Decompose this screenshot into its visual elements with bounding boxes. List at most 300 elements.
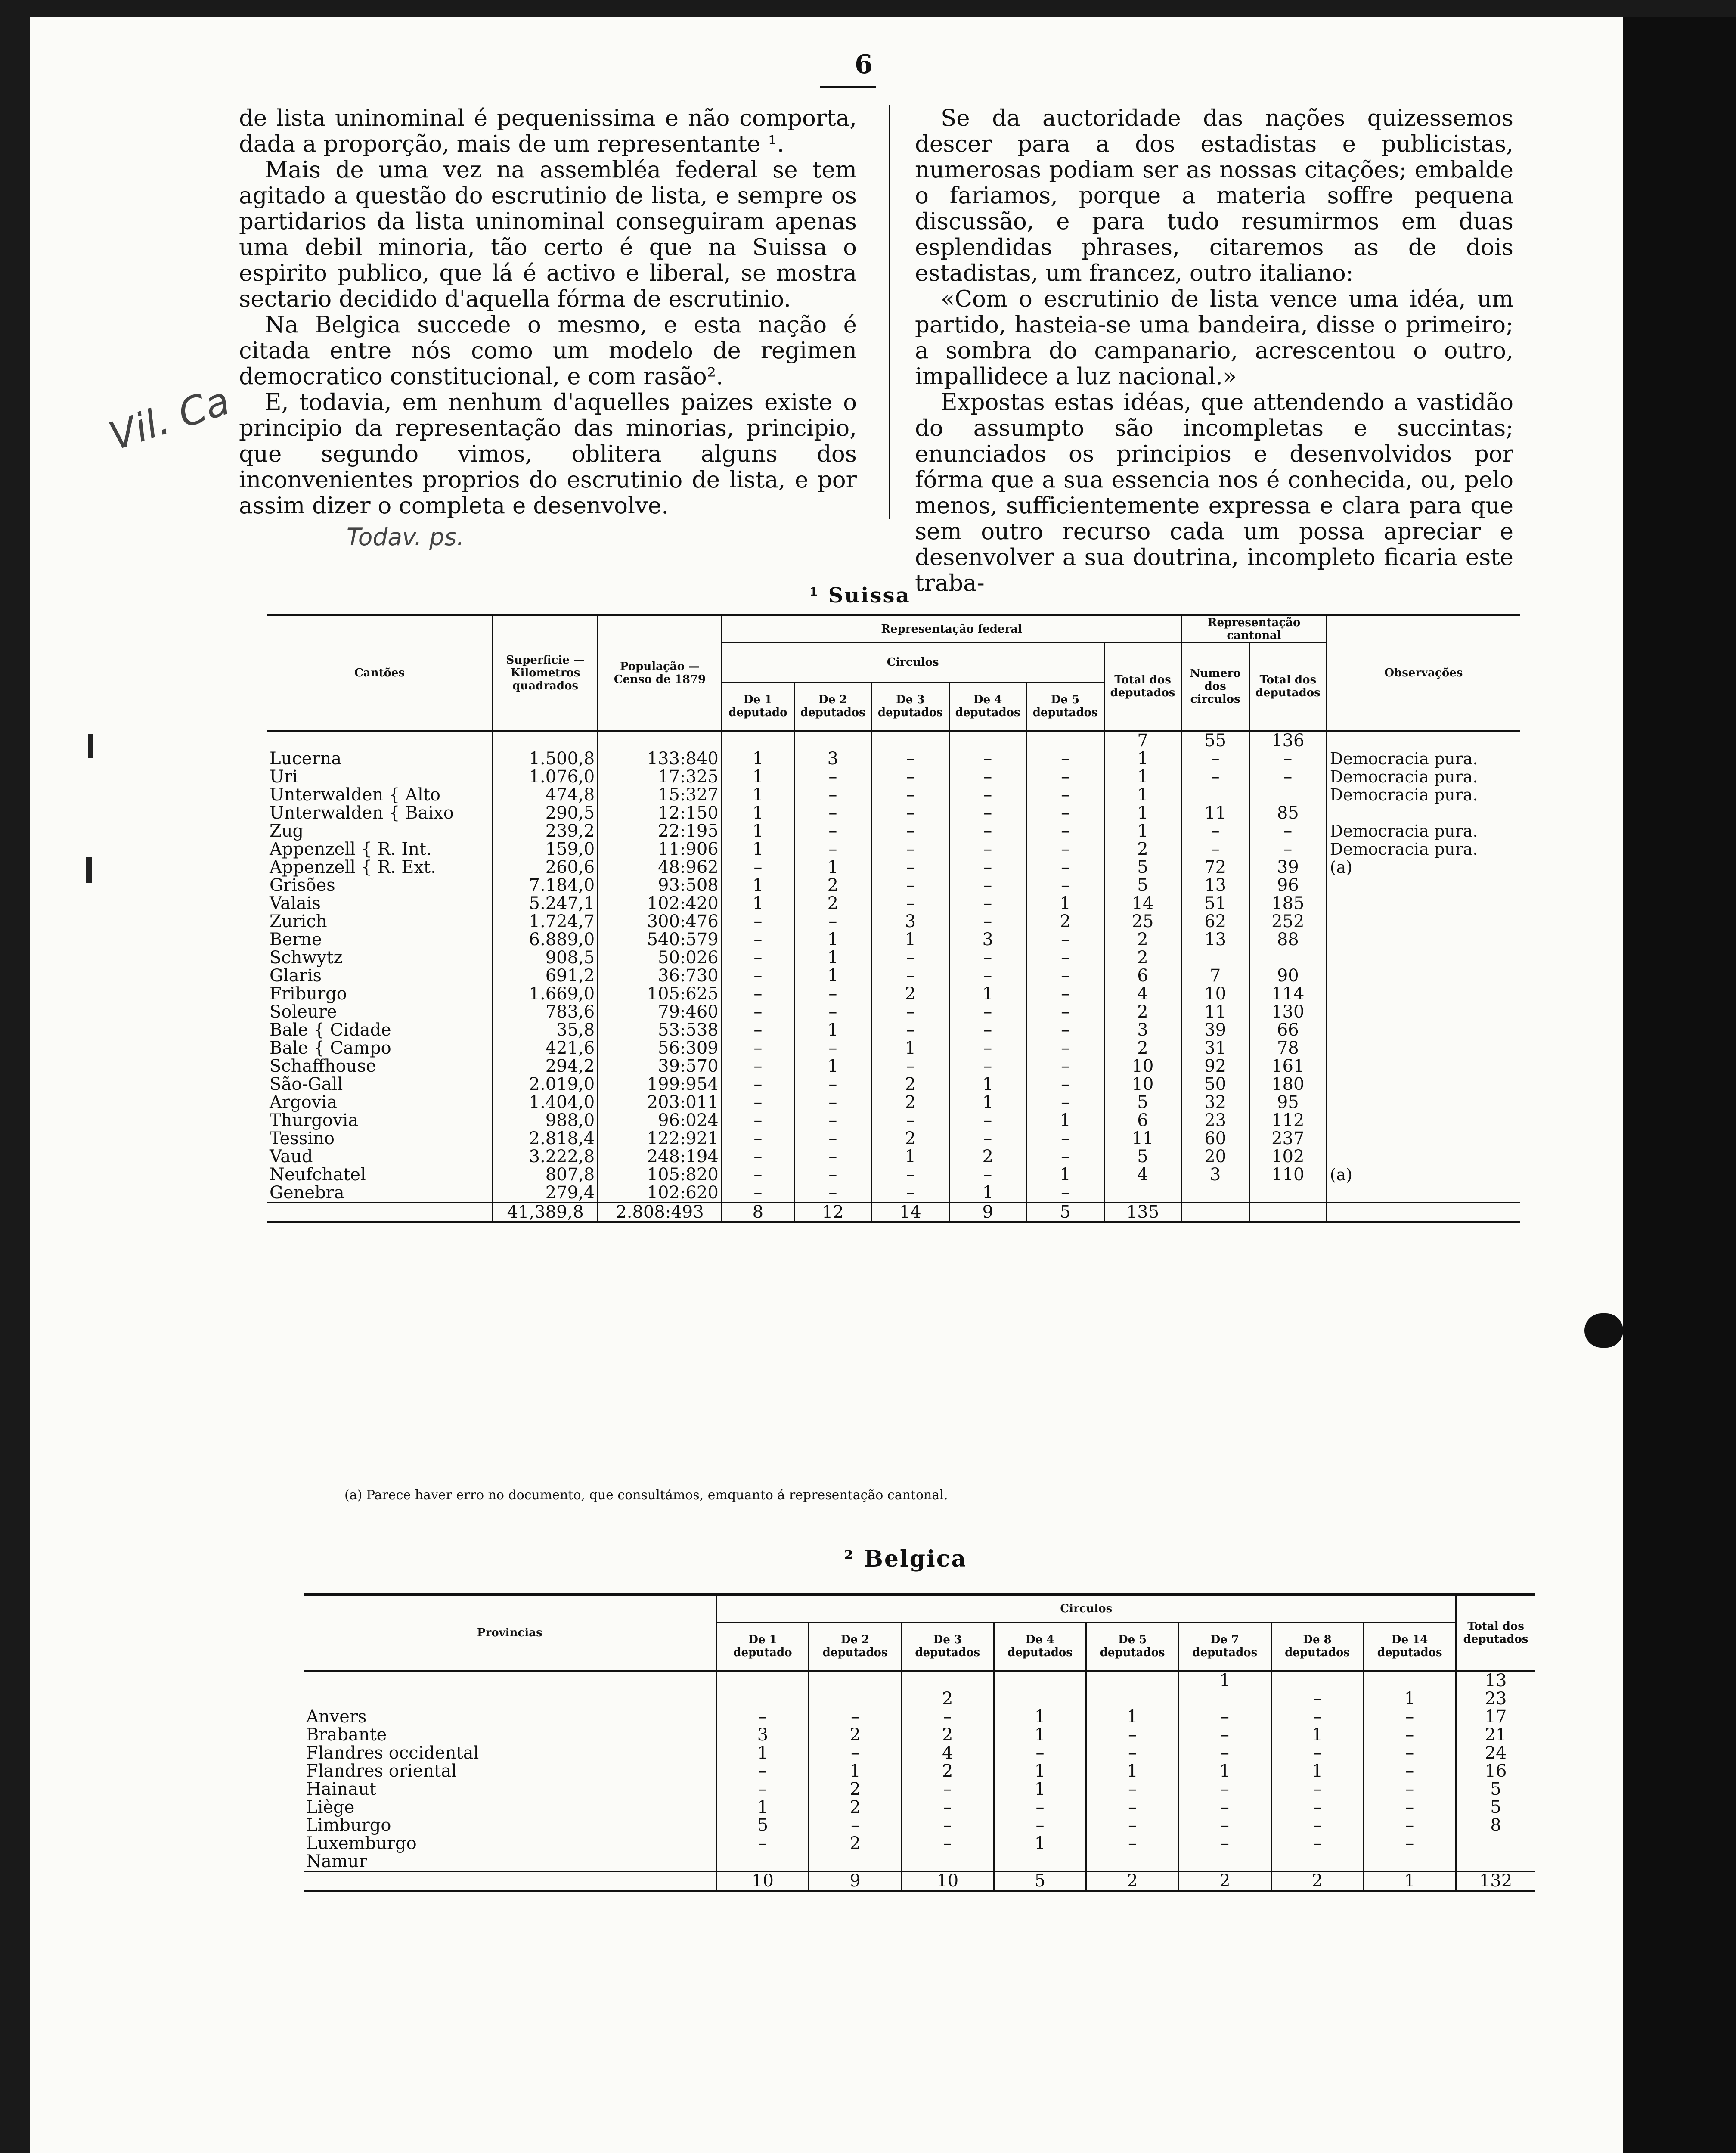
paragraph: Expostas estas idéas, que attendendo a vastidão do assumpto são incompletas e succintas; enunciados os principios e desenvolvidos por fórma que a sua essencia nos é conhecida, ou, pelo menos, sufficientemente expressa e clara para que sem outro recurso cada um possa apreciar e desenvolver a sua doutrina, incompleto ficaria este traba-: [915, 389, 1513, 596]
paragraph: E, todavia, em nenhum d'aquelles paizes existe o principio da representação das minorias, principio, que segundo vimos, oblitera alguns dos inconvenientes proprios do escrutinio de lista, e por assim dizer o completa e desenvolve.: [239, 389, 857, 519]
populacao-cell: 96:024: [598, 1111, 722, 1129]
circulo-d2-cell: –: [794, 1003, 871, 1021]
page-number: 6: [855, 50, 873, 80]
total-deputados-cell: 2: [1104, 1039, 1181, 1057]
table-row: [304, 1816, 1535, 1834]
total-cantonal-cell: 90: [1249, 967, 1327, 985]
belgica-title: ² Belgica: [844, 1546, 967, 1572]
belgica-table: [304, 1593, 1535, 1892]
total-deputados-cell: 1: [1104, 768, 1181, 786]
table-row: [304, 1762, 1535, 1780]
populacao-cell: 56:309: [598, 1039, 722, 1057]
canton-name: Glaris: [270, 966, 322, 986]
total-cell: 9: [949, 1203, 1026, 1222]
total-cantonal-cell: 237: [1249, 1129, 1327, 1148]
circulo-d1-cell: –: [722, 949, 794, 967]
circulo-d4-cell: –: [949, 949, 1026, 967]
circulo-d1-cell: –: [722, 1039, 794, 1057]
observacao-cell: [1327, 967, 1520, 985]
superficie-cell: 290,5: [493, 804, 598, 822]
total-deputados-cell: 14: [1104, 894, 1181, 912]
circulo-d2-cell: –: [794, 1093, 871, 1111]
numero-circulos-cell: 20: [1181, 1148, 1249, 1166]
circulo-c3-cell: –: [901, 1798, 994, 1816]
canton-name: Tessino: [270, 1129, 335, 1148]
header-circulos: Circulos: [716, 1595, 1456, 1622]
circulo-c1-cell: 3: [716, 1726, 809, 1744]
table-row: [304, 1834, 1535, 1852]
numero-circulos-cell: –: [1181, 768, 1249, 786]
circulo-d3-cell: –: [871, 1057, 949, 1075]
superficie-cell: 1.076,0: [493, 768, 598, 786]
canton-name: Berne: [270, 930, 322, 949]
provincia-name: [304, 1671, 716, 1690]
circulo-d3-cell: 1: [871, 931, 949, 949]
circulo-c3-cell: –: [901, 1780, 994, 1798]
circulo-d4-cell: –: [949, 967, 1026, 985]
total-cantonal-cell: –: [1249, 750, 1327, 768]
total-deputados-cell: 2: [1104, 1003, 1181, 1021]
circulo-d2-cell: 3: [794, 750, 871, 768]
table-row: [267, 1129, 1520, 1148]
populacao-cell: [598, 731, 722, 750]
circulo-d5-cell: –: [1026, 876, 1104, 894]
total-cantonal-cell: 39: [1249, 858, 1327, 876]
numero-circulos-cell: 60: [1181, 1129, 1249, 1148]
superficie-cell: 5.247,1: [493, 894, 598, 912]
superficie-cell: 3.222,8: [493, 1148, 598, 1166]
canton-name: Friburgo: [270, 984, 347, 1004]
circulo-d3-cell: –: [871, 894, 949, 912]
circulo-d3-cell: –: [871, 1166, 949, 1184]
canton-name: Uri: [270, 767, 298, 787]
table-row: [267, 1093, 1520, 1111]
circulo-c4-cell: 1: [994, 1780, 1086, 1798]
numero-circulos-cell: 51: [1181, 894, 1249, 912]
total-deputados-cell: 2: [1104, 840, 1181, 858]
circulo-c1-cell: 5: [716, 1816, 809, 1834]
circulo-c4-cell: 1: [994, 1834, 1086, 1852]
circulo-c8-cell: [1271, 1852, 1364, 1871]
circulo-d5-cell: –: [1026, 949, 1104, 967]
numero-circulos-cell: 55: [1181, 731, 1249, 750]
circulo-d1-cell: 1: [722, 804, 794, 822]
circulo-c5-cell: –: [1086, 1834, 1179, 1852]
numero-circulos-cell: –: [1181, 822, 1249, 840]
circulo-d4-cell: [949, 731, 1026, 750]
circulo-d4-cell: –: [949, 876, 1026, 894]
superficie-cell: 807,8: [493, 1166, 598, 1184]
total-cantonal-cell: 180: [1249, 1075, 1327, 1093]
left-column: [239, 105, 857, 519]
observacao-cell: [1327, 1093, 1520, 1111]
populacao-cell: 105:820: [598, 1166, 722, 1184]
total-deputados-cell: 5: [1104, 876, 1181, 894]
circulo-d1-cell: –: [722, 985, 794, 1003]
numero-circulos-cell: 92: [1181, 1057, 1249, 1075]
populacao-cell: 105:625: [598, 985, 722, 1003]
total-cantonal-cell: 96: [1249, 876, 1327, 894]
header-d4: De 4 deputados: [949, 682, 1026, 731]
circulo-c8-cell: 1: [1271, 1762, 1364, 1780]
circulo-c5-cell: –: [1086, 1816, 1179, 1834]
circulo-d3-cell: –: [871, 1111, 949, 1129]
numero-circulos-cell: –: [1181, 840, 1249, 858]
total-cantonal-cell: [1249, 786, 1327, 804]
circulo-d4-cell: –: [949, 1111, 1026, 1129]
total-cell: [1181, 1203, 1249, 1222]
circulo-d4-cell: –: [949, 768, 1026, 786]
observacao-cell: [1327, 931, 1520, 949]
total-label: [304, 1871, 716, 1891]
circulo-d5-cell: –: [1026, 1184, 1104, 1203]
circulo-d4-cell: –: [949, 894, 1026, 912]
paragraph: Na Belgica succede o mesmo, e esta nação é citada entre nós como um modelo de regimen democratico constitucional, e com rasão².: [239, 312, 857, 390]
circulo-d1-cell: –: [722, 1148, 794, 1166]
total-cantonal-cell: –: [1249, 822, 1327, 840]
table-row: [267, 768, 1520, 786]
circulo-d2-cell: 1: [794, 1057, 871, 1075]
header-c8: De 8 deputados: [1271, 1622, 1364, 1671]
circulo-d5-cell: 1: [1026, 1111, 1104, 1129]
canton-name: Unterwalden { Alto: [270, 785, 440, 805]
circulo-c14-cell: 1: [1364, 1690, 1456, 1708]
header-total: Total dos deputados: [1456, 1595, 1535, 1671]
total-deputados-cell: 1: [1104, 822, 1181, 840]
circulo-c1-cell: 1: [716, 1744, 809, 1762]
superficie-cell: 1.724,7: [493, 912, 598, 931]
circulo-d2-cell: [794, 731, 871, 750]
superficie-cell: 474,8: [493, 786, 598, 804]
circulo-d3-cell: –: [871, 822, 949, 840]
table-row: [304, 1852, 1535, 1871]
total-cell: 8: [722, 1203, 794, 1222]
numero-circulos-cell: 11: [1181, 1003, 1249, 1021]
canton-name: Zug: [270, 821, 304, 841]
populacao-cell: 540:579: [598, 931, 722, 949]
numero-circulos-cell: 11: [1181, 804, 1249, 822]
total-cell: 17: [1456, 1708, 1535, 1726]
numero-circulos-cell: 62: [1181, 912, 1249, 931]
circulo-d4-cell: 1: [949, 1075, 1026, 1093]
header-d5: De 5 deputados: [1026, 682, 1104, 731]
circulo-c14-cell: –: [1364, 1708, 1456, 1726]
margin-mark: [86, 857, 92, 883]
observacao-cell: [1327, 912, 1520, 931]
table-row: [267, 912, 1520, 931]
circulo-d4-cell: –: [949, 1166, 1026, 1184]
circulo-c3-cell: [901, 1852, 994, 1871]
circulo-d1-cell: –: [722, 858, 794, 876]
total-cantonal-cell: 66: [1249, 1021, 1327, 1039]
populacao-cell: 22:195: [598, 822, 722, 840]
populacao-cell: 102:620: [598, 1184, 722, 1203]
margin-mark: [88, 734, 93, 758]
circulo-d2-cell: –: [794, 822, 871, 840]
circulo-c14-cell: [1364, 1852, 1456, 1871]
superficie-cell: 6.889,0: [493, 931, 598, 949]
circulo-c2-cell: 2: [809, 1780, 902, 1798]
circulo-d2-cell: –: [794, 1129, 871, 1148]
circulo-d5-cell: –: [1026, 822, 1104, 840]
canton-name: Unterwalden { Baixo: [270, 803, 454, 823]
circulo-c2-cell: [809, 1671, 902, 1690]
table-row: [267, 858, 1520, 876]
circulo-c4-cell: –: [994, 1744, 1086, 1762]
table-row: [304, 1671, 1535, 1690]
canton-name: Appenzell { R. Int.: [270, 839, 432, 859]
circulo-c14-cell: –: [1364, 1834, 1456, 1852]
provincia-name: Anvers: [306, 1707, 367, 1727]
observacao-cell: Democracia pura.: [1327, 750, 1520, 768]
provincia-name: Limburgo: [306, 1815, 391, 1835]
provincia-name: Namur: [306, 1852, 367, 1871]
circulo-d4-cell: –: [949, 1003, 1026, 1021]
header-c3: De 3 deputados: [901, 1622, 994, 1671]
populacao-cell: 53:538: [598, 1021, 722, 1039]
total-cell: 2: [1086, 1871, 1179, 1891]
provincia-name: Flandres occidental: [306, 1743, 479, 1763]
circulo-c3-cell: 2: [901, 1690, 994, 1708]
total-cell: 5: [1456, 1798, 1535, 1816]
total-cantonal-cell: –: [1249, 840, 1327, 858]
circulo-d5-cell: –: [1026, 750, 1104, 768]
populacao-cell: 48:962: [598, 858, 722, 876]
circulo-d1-cell: –: [722, 1021, 794, 1039]
numero-circulos-cell: [1181, 786, 1249, 804]
ink-blot: [1584, 1313, 1623, 1348]
table-row: [304, 1708, 1535, 1726]
circulo-c2-cell: 1: [809, 1762, 902, 1780]
circulo-c1-cell: –: [716, 1762, 809, 1780]
circulo-d3-cell: –: [871, 1003, 949, 1021]
table-row: [267, 1021, 1520, 1039]
total-cell: 16: [1456, 1762, 1535, 1780]
total-cantonal-cell: 85: [1249, 804, 1327, 822]
circulo-d5-cell: –: [1026, 804, 1104, 822]
canton-name: Valais: [270, 893, 321, 913]
circulo-d3-cell: –: [871, 858, 949, 876]
paragraph: de lista uninominal é pequenissima e não comporta, dada a proporção, mais de um representante ¹.: [239, 105, 857, 157]
circulo-c7-cell: 1: [1179, 1671, 1271, 1690]
provincia-name: Flandres oriental: [306, 1761, 457, 1781]
circulo-d3-cell: 2: [871, 1129, 949, 1148]
header-circulos: Circulos: [722, 642, 1104, 682]
circulo-d2-cell: –: [794, 1166, 871, 1184]
circulo-d4-cell: –: [949, 1021, 1026, 1039]
total-cantonal-cell: 114: [1249, 985, 1327, 1003]
circulo-d4-cell: –: [949, 804, 1026, 822]
observacao-cell: [1327, 1129, 1520, 1148]
book-edge: [1623, 17, 1736, 2153]
table-row: [267, 840, 1520, 858]
canton-name: Soleure: [270, 1002, 337, 1022]
populacao-cell: 248:194: [598, 1148, 722, 1166]
total-deputados-cell: 7: [1104, 731, 1181, 750]
circulo-c14-cell: –: [1364, 1762, 1456, 1780]
populacao-cell: 93:508: [598, 876, 722, 894]
circulo-c7-cell: –: [1179, 1726, 1271, 1744]
circulo-d1-cell: –: [722, 1184, 794, 1203]
circulo-d5-cell: –: [1026, 1021, 1104, 1039]
header-rep-cantonal: Representação cantonal: [1181, 615, 1327, 642]
header-d2: De 2 deputados: [794, 682, 871, 731]
table-row: [267, 731, 1520, 750]
table-row: [267, 804, 1520, 822]
populacao-cell: 133:840: [598, 750, 722, 768]
circulo-d3-cell: –: [871, 840, 949, 858]
numero-circulos-cell: 39: [1181, 1021, 1249, 1039]
superficie-cell: [493, 731, 598, 750]
circulo-d2-cell: 1: [794, 931, 871, 949]
total-cantonal-cell: –: [1249, 768, 1327, 786]
circulo-c5-cell: –: [1086, 1744, 1179, 1762]
populacao-cell: 39:570: [598, 1057, 722, 1075]
provincia-name: Brabante: [306, 1725, 387, 1745]
provincia-name: Liège: [306, 1797, 355, 1817]
table-row: [267, 876, 1520, 894]
circulo-d1-cell: –: [722, 1111, 794, 1129]
total-cell: 135: [1104, 1203, 1181, 1222]
header-c14: De 14 deputados: [1364, 1622, 1456, 1671]
circulo-c3-cell: –: [901, 1816, 994, 1834]
circulo-c2-cell: 2: [809, 1798, 902, 1816]
circulo-c7-cell: –: [1179, 1798, 1271, 1816]
circulo-d2-cell: –: [794, 840, 871, 858]
circulo-d2-cell: 2: [794, 876, 871, 894]
total-deputados-cell: 5: [1104, 1093, 1181, 1111]
suissa-title: ¹ Suissa: [809, 583, 911, 608]
circulo-c5-cell: 1: [1086, 1762, 1179, 1780]
total-cell: 5: [994, 1871, 1086, 1891]
circulo-d1-cell: –: [722, 912, 794, 931]
numero-circulos-cell: 23: [1181, 1111, 1249, 1129]
circulo-d5-cell: –: [1026, 1039, 1104, 1057]
circulo-d5-cell: –: [1026, 1093, 1104, 1111]
observacao-cell: (a): [1327, 1166, 1520, 1184]
circulo-d5-cell: –: [1026, 931, 1104, 949]
observacao-cell: [1327, 1021, 1520, 1039]
table-row: [304, 1690, 1535, 1708]
circulo-d1-cell: 1: [722, 840, 794, 858]
circulo-d2-cell: –: [794, 768, 871, 786]
circulo-d2-cell: –: [794, 1075, 871, 1093]
populacao-cell: 11:906: [598, 840, 722, 858]
total-deputados-cell: 2: [1104, 949, 1181, 967]
superficie-cell: 908,5: [493, 949, 598, 967]
populacao-cell: 102:420: [598, 894, 722, 912]
observacao-cell: Democracia pura.: [1327, 840, 1520, 858]
total-cell: 8: [1456, 1816, 1535, 1834]
circulo-c2-cell: –: [809, 1816, 902, 1834]
populacao-cell: 36:730: [598, 967, 722, 985]
populacao-cell: 50:026: [598, 949, 722, 967]
circulo-d3-cell: –: [871, 1021, 949, 1039]
canton-name: Neufchatel: [270, 1165, 366, 1185]
superficie-cell: 279,4: [493, 1184, 598, 1203]
suissa-table: [267, 614, 1520, 1223]
table-row: [304, 1780, 1535, 1798]
circulo-d1-cell: –: [722, 1057, 794, 1075]
populacao-cell: 12:150: [598, 804, 722, 822]
table-row: [267, 786, 1520, 804]
canton-name: Zurich: [270, 912, 327, 931]
observacao-cell: [1327, 894, 1520, 912]
total-cantonal-cell: 130: [1249, 1003, 1327, 1021]
table-row: [267, 967, 1520, 985]
observacao-cell: [1327, 985, 1520, 1003]
canton-name: Schwytz: [270, 948, 343, 968]
superficie-cell: 691,2: [493, 967, 598, 985]
circulo-d1-cell: –: [722, 1129, 794, 1148]
canton-name: Appenzell { R. Ext.: [270, 857, 436, 877]
total-cantonal-cell: [1249, 1184, 1327, 1203]
table-row: [267, 985, 1520, 1003]
canton-name: Lucerna: [270, 749, 342, 769]
populacao-cell: 17:325: [598, 768, 722, 786]
total-cell: 24: [1456, 1744, 1535, 1762]
circulo-c2-cell: 2: [809, 1726, 902, 1744]
circulo-c5-cell: [1086, 1671, 1179, 1690]
circulo-d4-cell: 3: [949, 931, 1026, 949]
table-row: [267, 1148, 1520, 1166]
paragraph: Mais de uma vez na assembléa federal se tem agitado a questão do escrutinio de lista, e sempre os partidarios da lista uninominal conseguiram apenas uma debil minoria, tão certo é que na Suissa o espirito publico, que lá é activo e liberal, se mostra sectario decidido d'aquella fórma de escrutinio.: [239, 157, 857, 312]
total-cantonal-cell: 88: [1249, 931, 1327, 949]
header-total-dep: Total dos deputados: [1104, 642, 1181, 731]
circulo-c14-cell: –: [1364, 1816, 1456, 1834]
total-cell: 2: [1179, 1871, 1271, 1891]
total-cell: [1249, 1203, 1327, 1222]
circulo-c2-cell: –: [809, 1708, 902, 1726]
total-deputados-cell: 6: [1104, 1111, 1181, 1129]
quote-paragraph: «Com o escrutinio de lista vence uma idéa, um partido, hasteia-se uma bandeira, disse o primeiro; a sombra do campanario, acrescentou o outro, impallidece a luz nacional.»: [915, 286, 1513, 390]
canton-name: Genebra: [270, 1183, 344, 1203]
circulo-c5-cell: 1: [1086, 1708, 1179, 1726]
circulo-c3-cell: 4: [901, 1744, 994, 1762]
circulo-d2-cell: 1: [794, 967, 871, 985]
circulo-c5-cell: [1086, 1852, 1179, 1871]
circulo-d3-cell: –: [871, 786, 949, 804]
canton-name: Argovia: [270, 1092, 337, 1112]
circulo-d3-cell: –: [871, 967, 949, 985]
header-superficie: Superficie — Kilometros quadrados: [493, 615, 598, 731]
total-cell: 132: [1456, 1871, 1535, 1891]
table-row: [267, 1039, 1520, 1057]
total-cantonal-cell: 102: [1249, 1148, 1327, 1166]
observacao-cell: Democracia pura.: [1327, 822, 1520, 840]
total-deputados-cell: 4: [1104, 1166, 1181, 1184]
circulo-d1-cell: –: [722, 1093, 794, 1111]
circulo-c8-cell: 1: [1271, 1726, 1364, 1744]
table-row: [267, 822, 1520, 840]
observacao-cell: [1327, 804, 1520, 822]
circulo-c1-cell: 1: [716, 1798, 809, 1816]
provincia-name: [304, 1690, 716, 1708]
header-c5: De 5 deputados: [1086, 1622, 1179, 1671]
circulo-c3-cell: –: [901, 1708, 994, 1726]
superficie-cell: 2.019,0: [493, 1075, 598, 1093]
circulo-c1-cell: [716, 1671, 809, 1690]
table-row: [267, 894, 1520, 912]
header-c2: De 2 deputados: [809, 1622, 902, 1671]
circulo-d3-cell: –: [871, 804, 949, 822]
circulo-c2-cell: –: [809, 1744, 902, 1762]
numero-circulos-cell: 7: [1181, 967, 1249, 985]
circulo-c4-cell: 1: [994, 1762, 1086, 1780]
total-deputados-cell: 10: [1104, 1075, 1181, 1093]
total-cell: 41,389,8: [493, 1203, 598, 1222]
superficie-cell: 260,6: [493, 858, 598, 876]
